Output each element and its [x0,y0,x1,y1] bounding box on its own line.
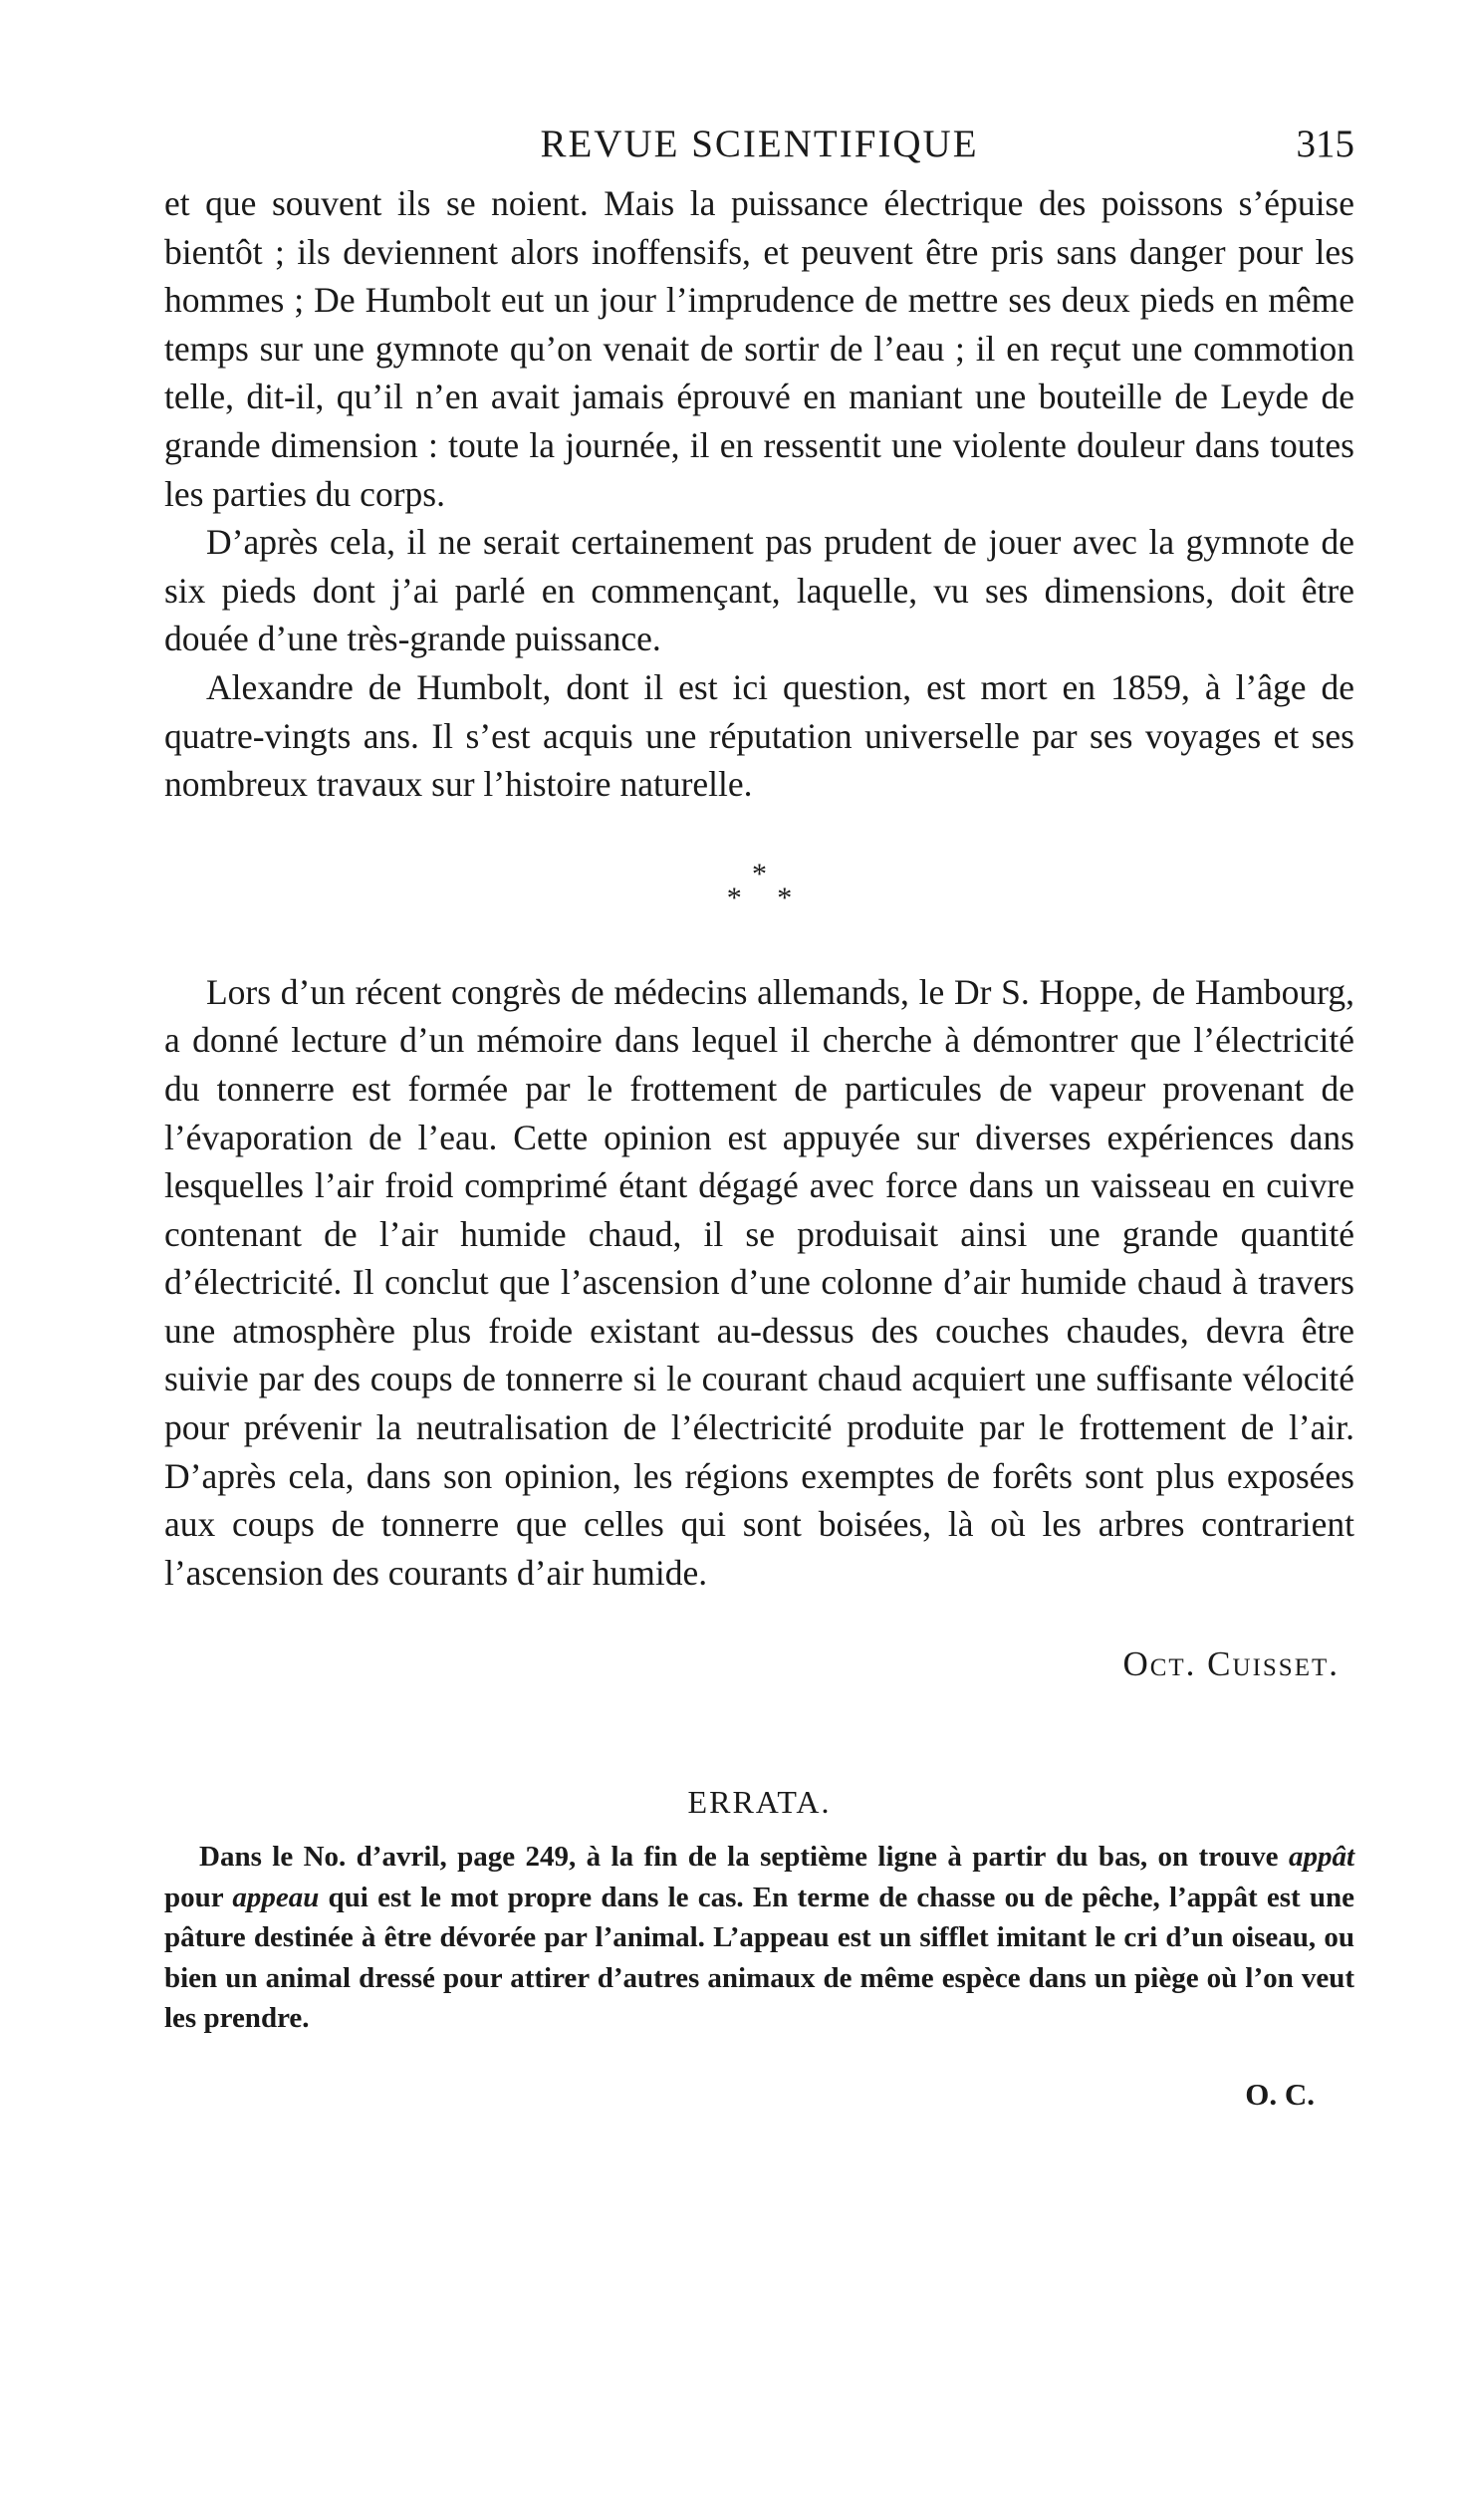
page-number: 315 [1296,123,1354,165]
article-body [164,179,1354,809]
asterism-top: * [752,857,767,890]
article-body-second [164,968,1354,1598]
running-title: REVUE SCIENTIFIQUE [540,123,979,165]
errata-text-before: Dans le No. d’avril, page 249, à la fin de la septième ligne à partir du bas, on trouve [199,1841,1289,1874]
errata-word-wrong: appât [1288,1841,1354,1874]
paragraph-humbolt: Alexandre de Humbolt, dont il est ici question, est mort en 1859, à l’âge de quatre-vingts ans. Il s’est acquis une réputation universelle par ses voyages et ses nombreux travaux sur l’histoire naturelle. [164,666,1354,805]
paragraph-hoppe: Lors d’un récent congrès de médecins allemands, le Dr S. Hoppe, de Hambourg, a donné lecture d’un mémoire dans lequel il cherche à démontrer que l’électricité du tonnerre est formée par le frottement de particules de vapeur provenant de l’évaporation de l’eau. Cette opinion est appuyée sur diverses expériences dans lesquelles l’air froid comprimé étant dégagé avec force dans un vaisseau en cuivre contenant de l’air humide chaud, il se produisait ainsi une grande quantité d’électricité. Il conclut que l’ascension d’une colonne d’air humide chaud à travers une atmosphère plus froide existant au-dessus des couches chaudes, devra être suivie par des coups de tonnerre si le courant chaud acquiert une suffisante vélocité pour prévenir la neutralisation de l’électricité produite par le frottement de l’air. D’après cela, dans son opinion, les régions exemptes de forêts sont plus exposées aux coups de tonnerre que celles qui sont boisées, là où les arbres contrarient l’ascension des courants d’air humide. [164,971,1354,1593]
paragraph-continuation: et que souvent ils se noient. Mais la puissance électrique des poissons s’épuise bientôt ; ils deviennent alors inoffensifs, et peuvent être pris sans danger pour les hommes ; De Humbolt eut un jour l’imprudence de mettre ses deux pieds en même temps sur une gymnote qu’on venait de sortir de l’eau ; il en reçut une commotion telle, dit-il, qu’il n’en avait jamais éprouvé en maniant une bouteille de Leyde de grande dimension : toute la journée, il en ressentit une violente douleur dans toutes les parties du corps. [164,183,1354,514]
errata-text-middle: pour [164,1881,233,1913]
document-page [164,110,1354,2113]
paragraph-prudence: D’après cela, il ne serait certainement pas prudent de jouer avec la gymnote de six pieds dont j’ai parlé en commençant, laquelle, vu ses dimensions, doit être douée d’une très-grande puissance. [164,522,1354,659]
asterism-bottom: * * [726,881,807,914]
section-asterism [164,857,1354,914]
errata-title: ERRATA. [687,1784,832,1821]
errata-signature: O. C. [1245,2076,1315,2112]
errata-word-right: appeau [232,1881,320,1913]
author-signature: Oct. Cuisset. [1122,1644,1340,1684]
errata-text [164,1837,1354,2039]
errata-text-after: qui est le mot propre dans le cas. En terme de chasse ou de pêche, l’appât est une pâture destinée à être dévorée par l’animal. L’appeau est un sifflet imitant le cri d’un oiseau, ou bien un animal dressé pour attirer d’autres animaux de même espèce dans un piège où l’on veut les prendre. [164,1881,1354,2035]
running-head [164,110,1354,179]
